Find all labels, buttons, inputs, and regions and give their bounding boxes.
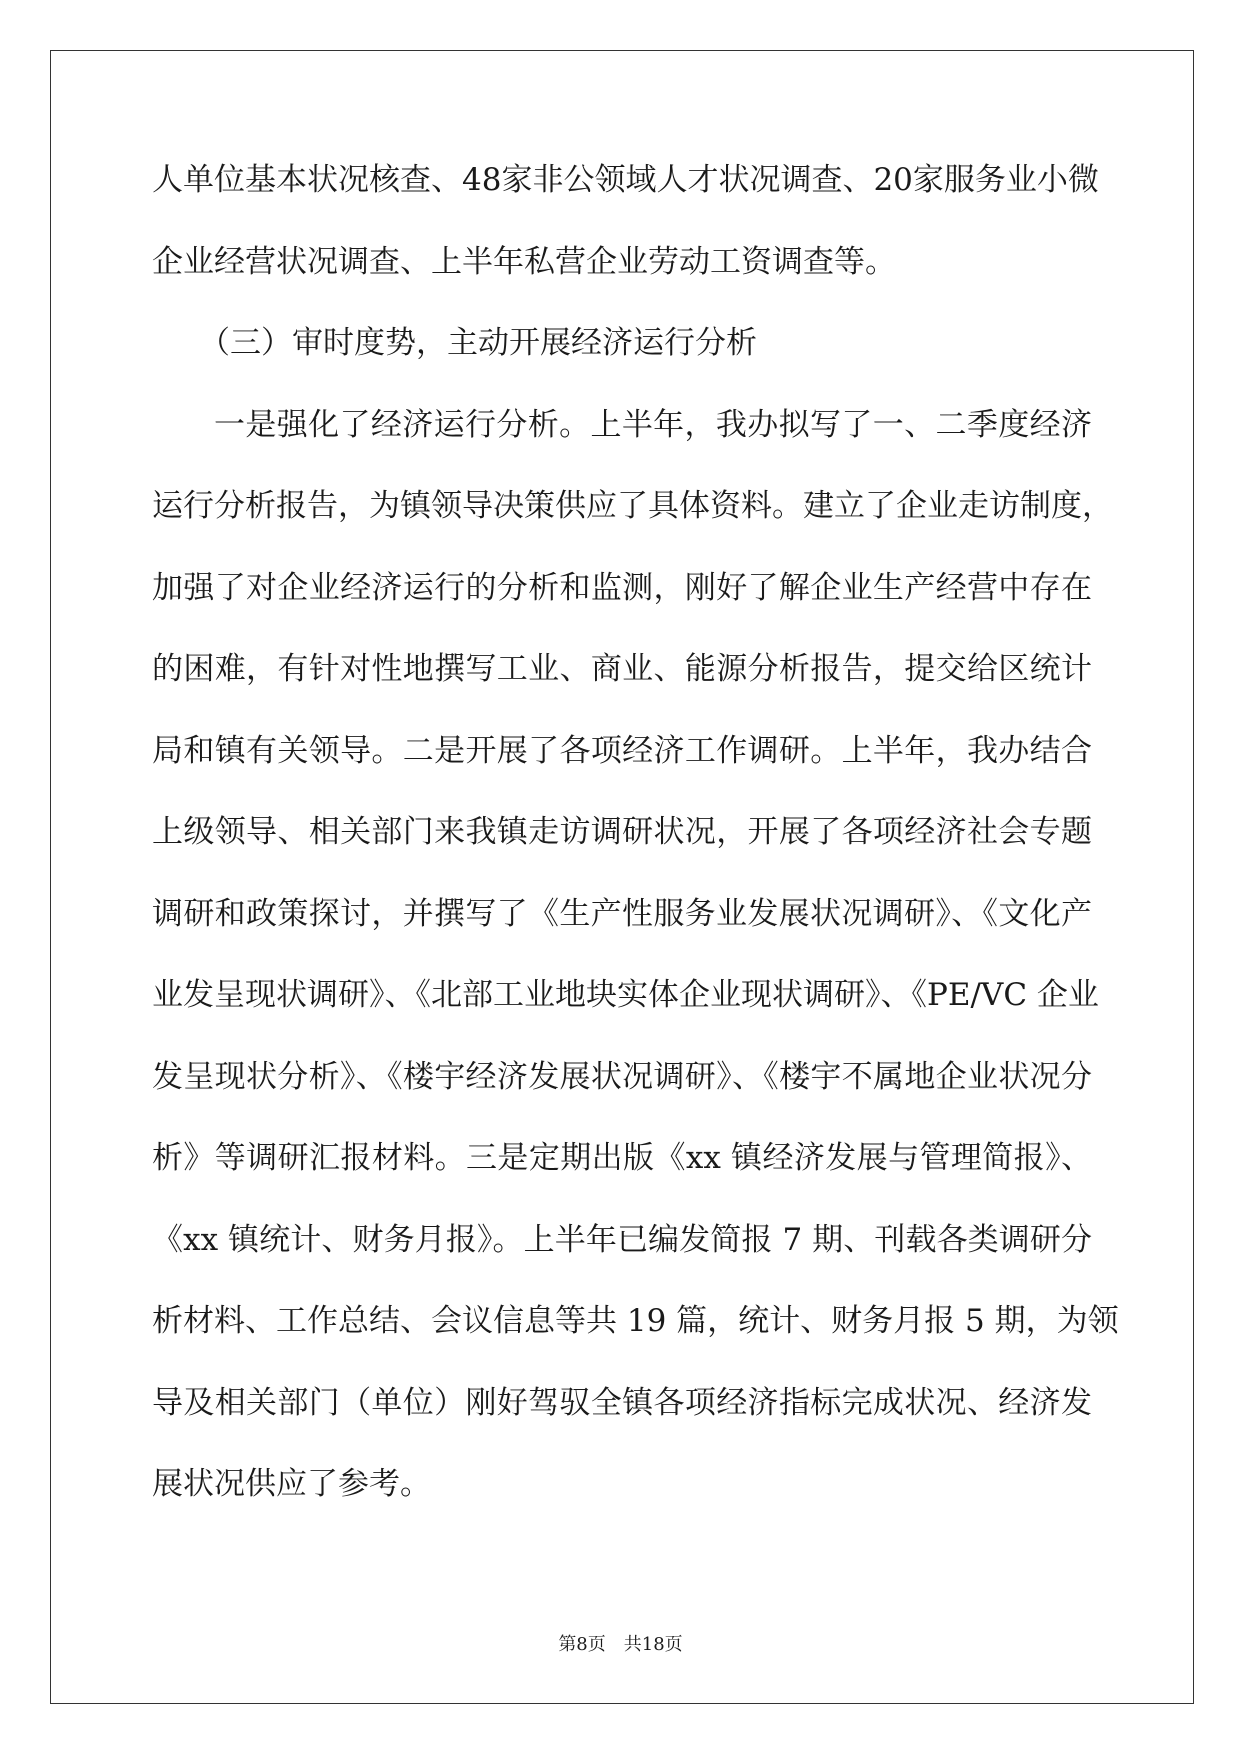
text-line: 人单位基本状况核查、48家非公领域人才状况调查、20家服务业小微 — [152, 162, 1099, 198]
text-line: 加强了对企业经济运行的分析和监测，刚好了解企业生产经营中存在 — [152, 569, 1092, 606]
document-body — [152, 160, 1119, 1546]
text-line: 上级领导、相关部门来我镇走访调研状况，开展了各项经济社会专题 — [152, 814, 1092, 850]
text-line: 运行分析报告，为镇领导决策供应了具体资料。建立了企业走访制度， — [152, 488, 1113, 524]
text-line: 局和镇有关领导。二是开展了各项经济工作调研。上半年，我办结合 — [152, 732, 1092, 769]
text-line: 析》等调研汇报材料。三是定期出版《xx 镇经济发展与管理简报》、 — [152, 1140, 1092, 1176]
text-line: 的困难，有针对性地撰写工业、商业、能源分析报告，提交给区统计 — [152, 651, 1092, 687]
page-number: 第8页 共18页 — [558, 1634, 683, 1655]
text-line: 一是强化了经济运行分析。上半年，我办拟写了一、二季度经济 — [214, 406, 1092, 443]
text-line: 《xx 镇统计、财务月报》。上半年已编发简报 7 期、刊载各类调研分 — [152, 1221, 1092, 1258]
section-heading: （三）审时度势，主动开展经济运行分析 — [199, 325, 757, 361]
text-line: 发呈现状分析》、《楼宇经济发展状况调研》、《楼宇不属地企业状况分 — [152, 1058, 1092, 1095]
text-line: 业发呈现状调研》、《北部工业地块实体企业现状调研》、《PE/VC 企业 — [152, 977, 1099, 1013]
text-line: 调研和政策探讨，并撰写了《生产性服务业发展状况调研》、《文化产 — [152, 895, 1092, 932]
text-line: 展状况供应了参考。 — [152, 1466, 431, 1502]
text-line: 析材料、工作总结、会议信息等共 19 篇，统计、财务月报 5 期，为领 — [152, 1303, 1119, 1339]
text-line: 企业经营状况调查、上半年私营企业劳动工资调查等。 — [152, 243, 896, 280]
text-line: 导及相关部门（单位）刚好驾驭全镇各项经济指标完成状况、经济发 — [152, 1384, 1092, 1421]
